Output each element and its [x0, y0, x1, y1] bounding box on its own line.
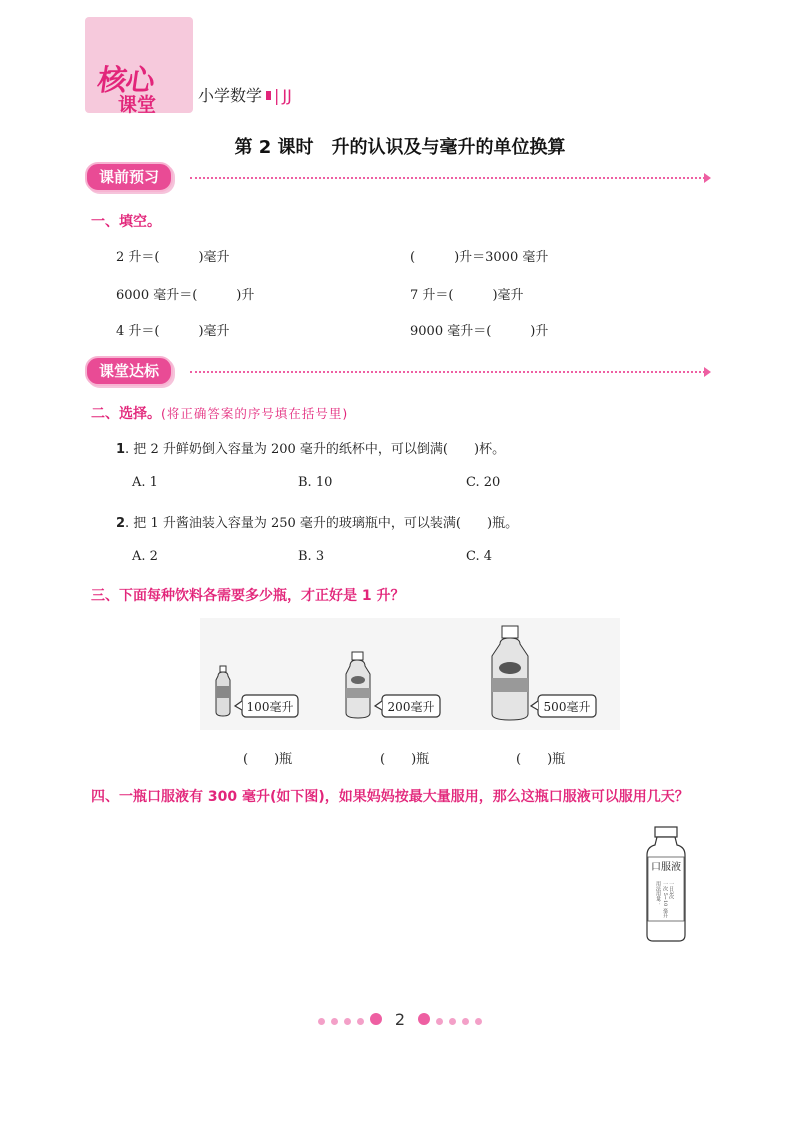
subject-name: 小学数学	[198, 86, 263, 105]
answer-blank: ( )瓶	[380, 752, 430, 767]
separator-bar: |	[274, 86, 280, 105]
dosage-text: 一日3次	[668, 881, 674, 900]
fill-blank-item: ( )升＝3000 毫升	[410, 250, 549, 265]
decorative-dot-icon	[370, 1013, 382, 1025]
decorative-dot-icon	[318, 1018, 325, 1025]
decorative-dot-icon	[344, 1018, 351, 1025]
section-tag-preview: 课前预习	[85, 162, 173, 192]
bottle-name: 口服液	[651, 862, 681, 873]
logo-subtitle: 课堂	[118, 94, 157, 116]
answer-blank: ( )瓶	[516, 752, 566, 767]
choice-question-1	[116, 438, 505, 457]
answer-blank: ( )瓶	[243, 752, 293, 767]
question-text: . 把 2 升鲜奶倒入容量为 200 毫升的纸杯中，可以倒满( )杯。	[125, 442, 506, 457]
question-4-heading: 四、一瓶口服液有 300 毫升(如下图)，如果妈妈按最大量服用，那么这瓶口服液可以服用几天？	[91, 789, 689, 805]
section-tag-class: 课堂达标	[85, 356, 173, 386]
fill-blank-item: 4 升＝( )毫升	[116, 324, 230, 339]
fill-blank-item: 9000 毫升＝( )升	[410, 324, 549, 339]
page-number: 2	[394, 1010, 406, 1029]
question-3-heading: 三、下面每种饮料各需要多少瓶，才正好是 1 升？	[91, 588, 405, 604]
choice-option-c: C. 20	[466, 475, 501, 490]
question-number: 1	[116, 442, 126, 457]
decorative-dot-icon	[462, 1018, 469, 1025]
decorative-dot-icon	[357, 1018, 364, 1025]
bottle-cap	[655, 827, 677, 837]
question-2-title: 二、选择。	[91, 406, 161, 422]
bottles-illustration	[200, 618, 620, 730]
separator-square-icon	[266, 91, 271, 100]
fill-blank-item: 2 升＝( )毫升	[116, 250, 230, 265]
bottle-capacity-label: 200毫升	[387, 700, 435, 714]
edition-code: JJ	[282, 86, 292, 105]
decorative-dot-icon	[475, 1018, 482, 1025]
decorative-dot-icon	[449, 1018, 456, 1025]
dosage-text: 用法用量：	[655, 881, 661, 906]
fill-blank-item: 6000 毫升＝( )升	[116, 288, 255, 303]
question-1-heading: 一、填空。	[91, 214, 161, 230]
bottle-capacity-label: 500毫升	[543, 700, 591, 714]
section-divider-arrow-icon	[190, 177, 705, 179]
lesson-title: 第 2 课时 升的认识及与毫升的单位换算	[234, 137, 566, 158]
choice-option-b: B. 3	[298, 549, 325, 564]
decorative-dot-icon	[436, 1018, 443, 1025]
choice-option-b: B. 10	[298, 475, 333, 490]
decorative-dot-icon	[331, 1018, 338, 1025]
logo-title: 核心	[95, 63, 157, 97]
dosage-text: 一次 5~10 毫升	[662, 881, 668, 918]
choice-option-a: A. 1	[132, 475, 158, 490]
subject-label	[198, 83, 292, 106]
question-2-note: (将正确答案的序号填在括号里)	[161, 406, 349, 421]
fill-blank-item: 7 升＝( )毫升	[410, 288, 524, 303]
choice-option-c: C. 4	[466, 549, 493, 564]
decorative-dot-icon	[418, 1013, 430, 1025]
question-text: . 把 1 升酱油装入容量为 250 毫升的玻璃瓶中，可以装满( )瓶。	[125, 516, 519, 531]
page-footer	[0, 1010, 800, 1029]
bottle-capacity-label: 100毫升	[246, 700, 294, 714]
question-number: 2	[116, 516, 126, 531]
section-divider-arrow-icon	[190, 371, 705, 373]
oral-liquid-bottle-icon	[645, 825, 687, 943]
question-2-heading	[91, 403, 348, 423]
choice-option-a: A. 2	[132, 549, 158, 564]
choice-question-2	[116, 512, 518, 531]
